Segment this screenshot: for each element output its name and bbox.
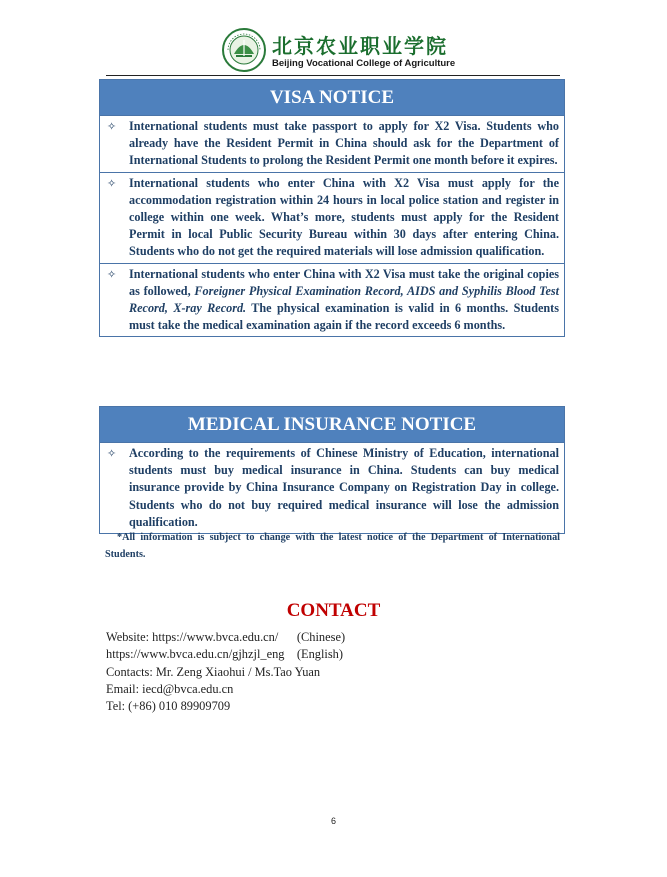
contact-title: CONTACT	[286, 600, 381, 621]
header-divider	[106, 75, 560, 76]
college-name-english: Beijing Vocational College of Agriculture	[272, 58, 456, 69]
diamond-bullet-icon: ✧	[107, 447, 117, 460]
visa-item-text: International students who enter China with X2 Visa must apply for the accommodation registration within 24 hours in local police station and register in college within one week. What’s more, students must apply for the Resident Permit in local Public Security Bureau within 30 days after entering China. Students who do not get the required materials will lose admission qualification.	[129, 175, 559, 259]
diamond-bullet-icon: ✧	[107, 267, 117, 281]
email[interactable]: Email: iecd@bvca.edu.cn	[106, 681, 234, 696]
visa-notice-title: VISA NOTICE	[100, 80, 564, 115]
diamond-bullet-icon: ✧	[107, 176, 117, 190]
visa-item-text: International students must take passport to apply for X2 Visa. Students who already have the Resident Permit in China should ask for the Department of International Students to prolong the Resident Permit one month before it expires.	[129, 119, 559, 168]
telephone: Tel: (+86) 010 89909709	[106, 699, 231, 714]
visa-notice-item	[100, 172, 564, 263]
visa-notice-item	[100, 115, 564, 172]
visa-notice-item	[100, 263, 564, 337]
visa-item-text: International students who enter China with X2 Visa must take the original copies as followed,	[129, 266, 559, 298]
medical-insurance-title: MEDICAL INSURANCE NOTICE	[100, 407, 564, 442]
contact-info	[106, 629, 345, 715]
disclaimer-note: *All information is subject to change with the latest notice of the Department of International Students.	[105, 532, 560, 560]
medical-notice-item	[100, 442, 564, 533]
college-name-chinese: 北京农业职业学院	[272, 34, 448, 58]
required-documents-text: Foreigner Physical Examination Record, AIDS and Syphilis Blood Test Record, X-ray Record.	[129, 283, 559, 316]
college-logo	[222, 28, 266, 72]
diamond-bullet-icon: ✧	[107, 120, 117, 133]
website-chinese[interactable]: Website: https://www.bvca.edu.cn/ (Chinese)	[106, 630, 346, 644]
medical-item-text: According to the requirements of Chinese Ministry of Education, international students must buy medical insurance in China. Students can buy medical insurance provide by China Insurance Company on Registration Day in college. Students who do not buy required medical insurance will lose the admission qualification.	[129, 446, 559, 529]
contact-persons: Contacts: Mr. Zeng Xiaohui / Ms.Tao Yuan	[106, 664, 321, 679]
website-english[interactable]: https://www.bvca.edu.cn/gjhzjl_eng (English)	[106, 647, 343, 662]
visa-notice-box	[99, 79, 565, 337]
page-number: 6	[330, 816, 336, 826]
visa-item-text: The physical examination is valid in 6 months. Students must take the medical examination again if the record exceeds 6 months.	[129, 301, 559, 333]
medical-insurance-box	[99, 406, 565, 534]
